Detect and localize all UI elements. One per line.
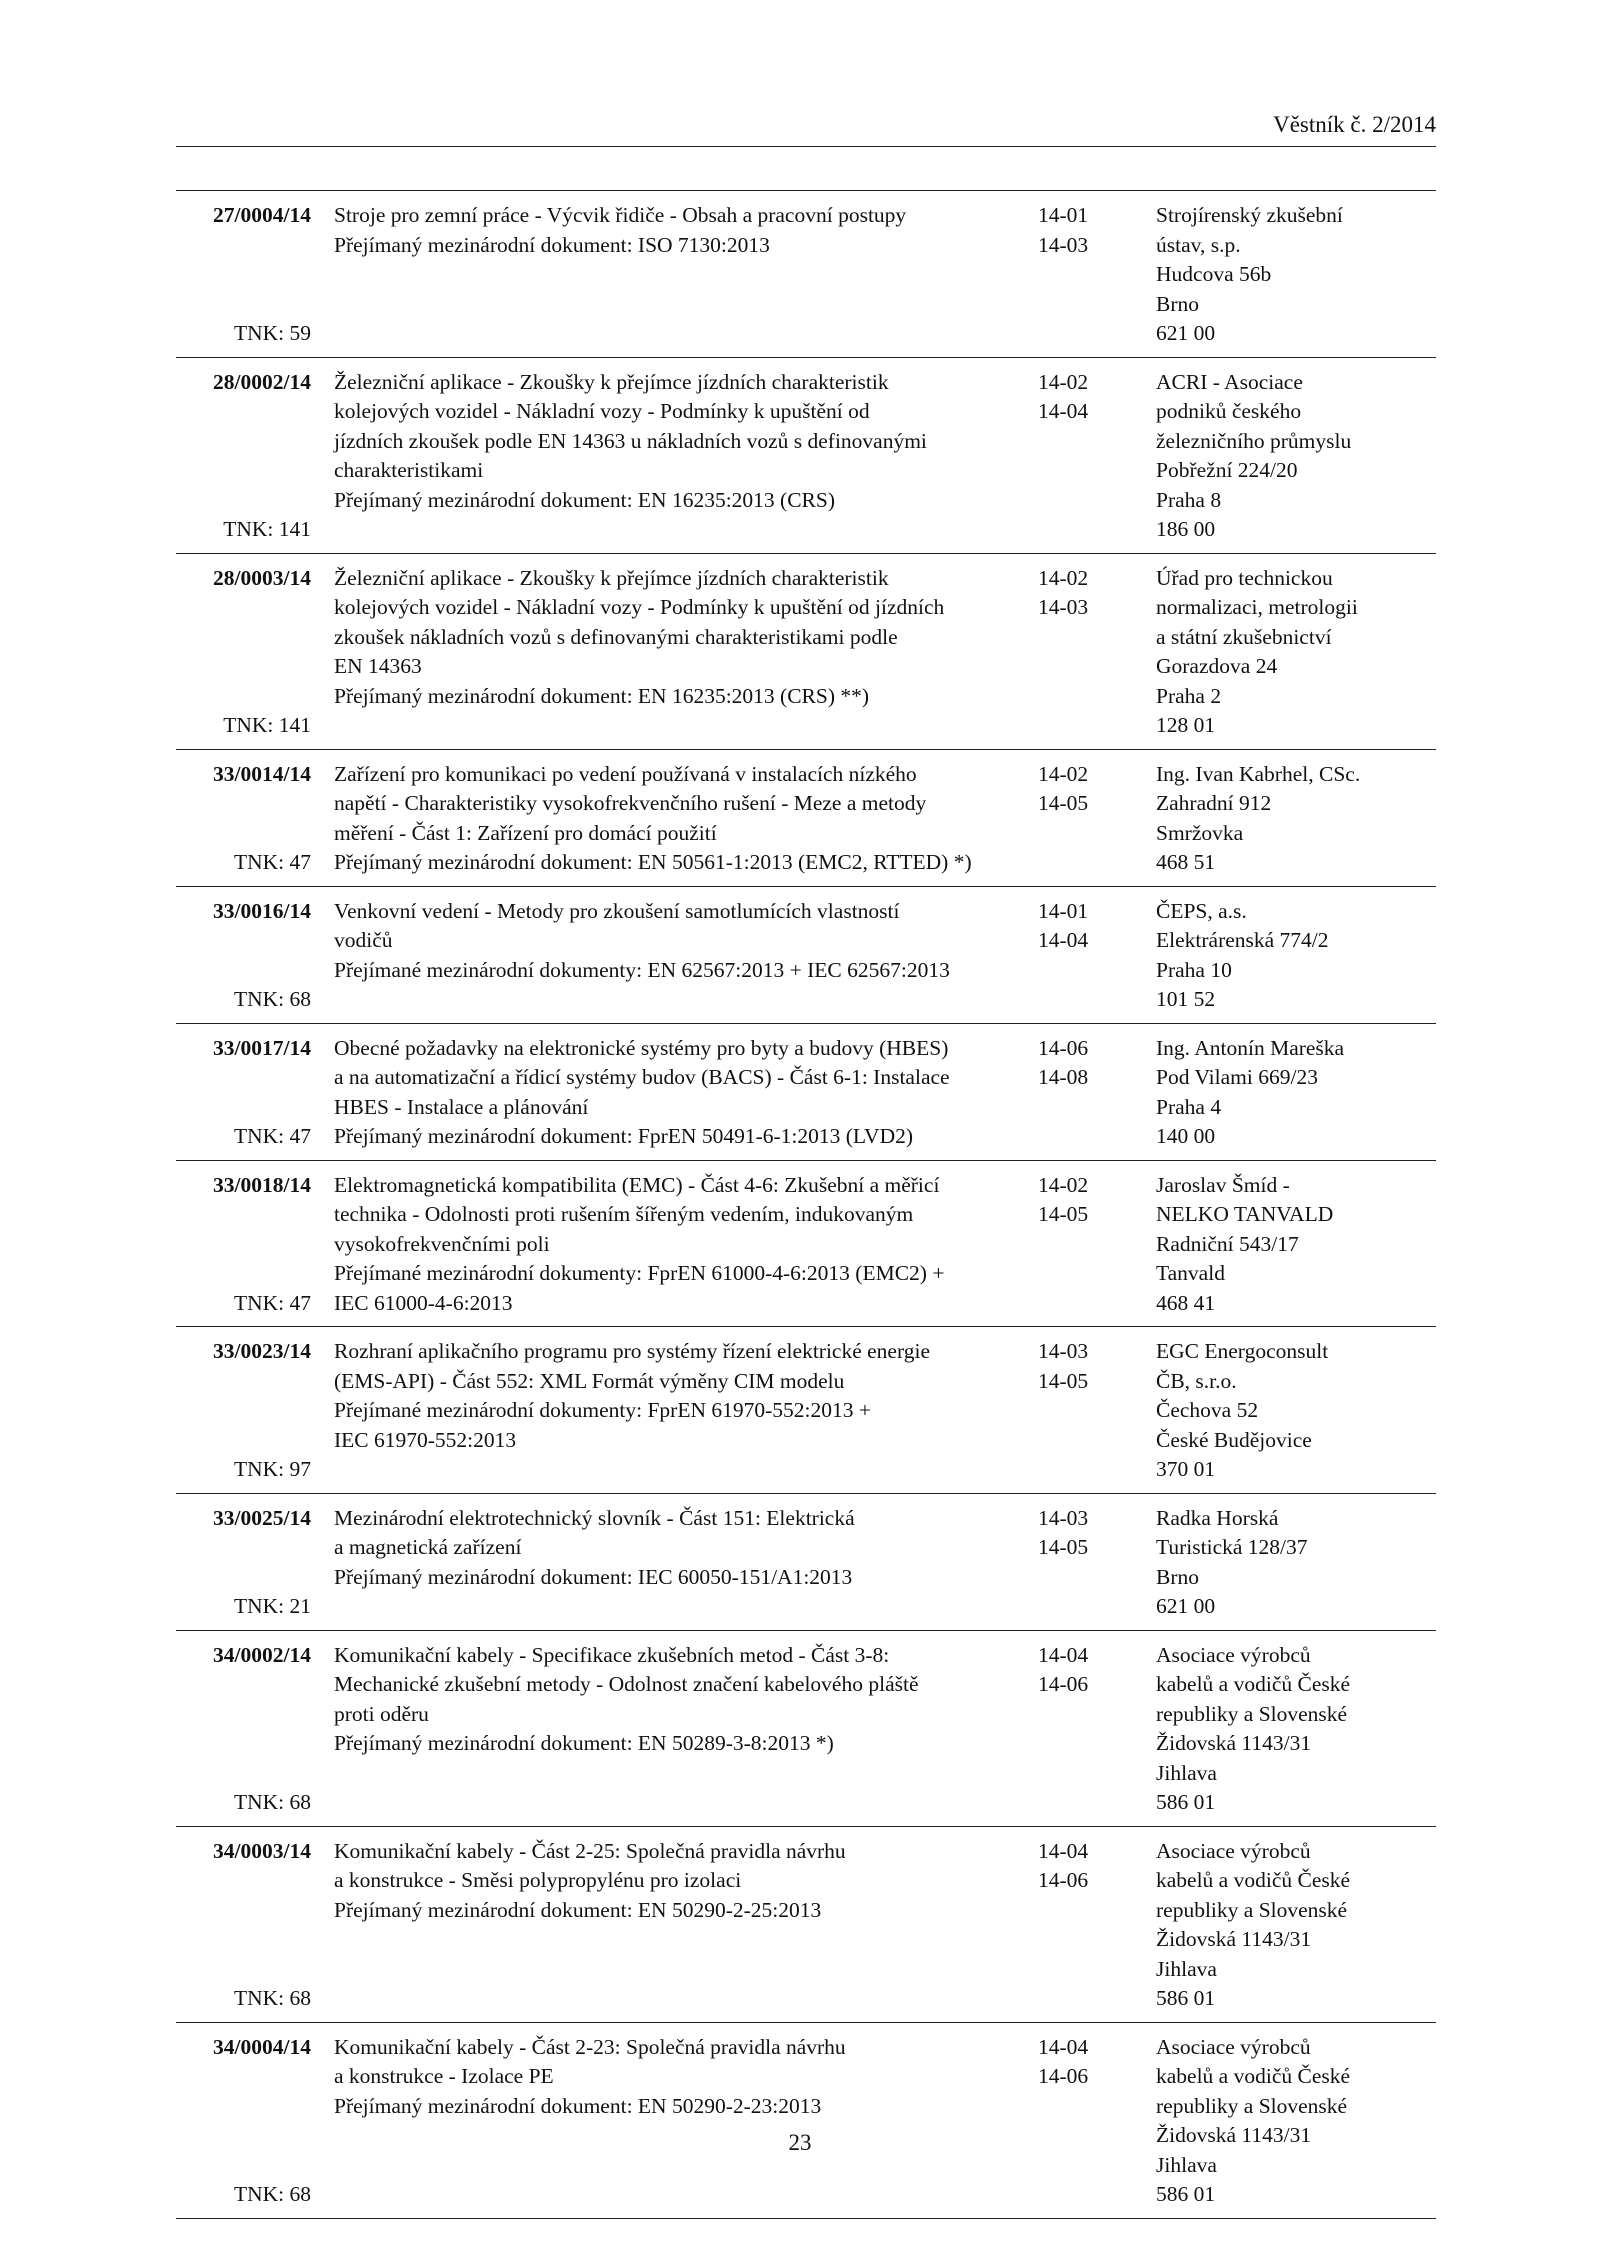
processor-line: kabelů a vodičů České: [1156, 1868, 1351, 1892]
processor-line: 468 41: [1156, 1290, 1216, 1315]
title-line: Zařízení pro komunikaci po vedení používaná v instalacích nízkého: [334, 761, 917, 786]
table-row: [176, 1631, 1436, 1827]
processor-cell: [1156, 2033, 1402, 2210]
processor-line: Praha 2: [1156, 683, 1222, 708]
processor-line: Turistická 128/37: [1156, 1535, 1308, 1559]
processor-line: Praha 4: [1156, 1094, 1222, 1119]
code-value: 14-02: [1038, 565, 1089, 590]
codes-cell: [1038, 760, 1132, 878]
processor-line: Gorazdova 24: [1156, 654, 1278, 678]
record-id-cell: [176, 201, 311, 349]
processor-cell: [1156, 1504, 1402, 1622]
code-value: 14-01: [1038, 203, 1089, 227]
processor-line: republiky a Slovenské: [1156, 1701, 1348, 1726]
processor-line: 586 01: [1156, 2182, 1216, 2206]
title-line: technika - Odolnosti proti rušením šířeným vedením, indukovaným: [334, 1202, 914, 1226]
title-line: vodičů: [334, 928, 393, 952]
processor-line: Ing. Ivan Kabrhel, CSc.: [1156, 761, 1361, 786]
processor-line: 186 00: [1156, 517, 1216, 541]
code-value: 14-01: [1038, 898, 1089, 923]
title-line: měření - Část 1: Zařízení pro domácí použití: [334, 820, 717, 845]
code-value: 14-08: [1038, 1065, 1089, 1089]
title-cell: [334, 1641, 1028, 1818]
title-cell: [334, 368, 1028, 545]
record-number: 34/0002/14: [213, 1642, 311, 1667]
processor-line: železničního průmyslu: [1156, 428, 1352, 453]
processor-cell: [1156, 760, 1402, 878]
table-row: [176, 1161, 1436, 1328]
title-line: jízdních zkoušek podle EN 14363 u nákladních vozů s definovanými: [334, 428, 927, 453]
processor-line: Asociace výrobců: [1156, 1642, 1311, 1667]
processor-line: Strojírenský zkušební: [1156, 203, 1343, 227]
processor-line: Tanvald: [1156, 1261, 1225, 1285]
title-line: Přejímané mezinárodní dokumenty: FprEN 61000-4-6:2013 (EMC2) +: [334, 1261, 945, 1285]
record-id-cell: [176, 1034, 311, 1152]
code-value: 14-06: [1038, 2064, 1089, 2088]
title-line: Přejímaný mezinárodní dokument: EN 50561-1:2013 (EMC2, RTTED) *): [334, 850, 972, 874]
processor-line: ACRI - Asociace: [1156, 369, 1303, 394]
title-line: Přejímané mezinárodní dokumenty: FprEN 61970-552:2013 +: [334, 1398, 871, 1422]
table-row: [176, 1024, 1436, 1161]
title-cell: [334, 1337, 1028, 1485]
processor-line: Jihlava: [1156, 1760, 1217, 1785]
title-line: Komunikační kabely - Specifikace zkušebních metod - Část 3-8:: [334, 1642, 890, 1667]
table-row: [176, 358, 1436, 554]
processor-line: ČB, s.r.o.: [1156, 1368, 1237, 1393]
processor-line: Jihlava: [1156, 1956, 1217, 1981]
record-number: 33/0014/14: [213, 761, 311, 786]
processor-line: Asociace výrobců: [1156, 2034, 1311, 2059]
record-id-cell: [176, 368, 311, 545]
title-cell: [334, 201, 1028, 349]
processor-line: Elektrárenská 774/2: [1156, 928, 1329, 952]
standards-table: [176, 190, 1436, 2219]
title-line: Přejímaný mezinárodní dokument: FprEN 50491-6-1:2013 (LVD2): [334, 1124, 914, 1148]
title-line: Přejímaný mezinárodní dokument: EN 50290-2-23:2013: [334, 2093, 822, 2118]
title-line: IEC 61000-4-6:2013: [334, 1290, 513, 1315]
processor-cell: [1156, 1337, 1402, 1485]
processor-cell: [1156, 1837, 1402, 2014]
record-id-cell: [176, 2033, 311, 2210]
tnk-label: TNK: 97: [233, 1457, 311, 1481]
processor-cell: [1156, 564, 1402, 741]
processor-line: normalizaci, metrologii: [1156, 595, 1358, 619]
processor-line: 101 52: [1156, 987, 1216, 1011]
codes-cell: [1038, 897, 1132, 1015]
title-line: Mechanické zkušební metody - Odolnost značení kabelového pláště: [334, 1672, 919, 1696]
processor-line: 586 01: [1156, 1790, 1216, 1814]
title-line: Přejímaný mezinárodní dokument: EN 50289-3-8:2013 *): [334, 1731, 834, 1755]
code-value: 14-05: [1038, 1368, 1089, 1393]
title-line: charakteristikami: [334, 458, 484, 482]
title-line: EN 14363: [334, 654, 422, 678]
code-value: 14-04: [1038, 928, 1089, 952]
processor-line: EGC Energoconsult: [1156, 1339, 1329, 1363]
processor-line: a státní zkušebnictví: [1156, 624, 1332, 649]
table-row: [176, 1327, 1436, 1494]
code-value: 14-04: [1038, 399, 1089, 423]
processor-line: 140 00: [1156, 1124, 1216, 1148]
record-id-cell: [176, 1504, 311, 1622]
record-number: 27/0004/14: [213, 203, 311, 227]
table-row: [176, 191, 1436, 358]
record-number: 34/0003/14: [213, 1838, 311, 1863]
processor-line: Zahradní 912: [1156, 791, 1272, 815]
processor-line: ústav, s.p.: [1156, 232, 1241, 257]
table-row: [176, 887, 1436, 1024]
processor-line: 621 00: [1156, 1594, 1216, 1618]
title-line: Komunikační kabely - Část 2-23: Společná pravidla návrhu: [334, 2034, 846, 2059]
table-row: [176, 750, 1436, 887]
title-line: Přejímané mezinárodní dokumenty: EN 62567:2013 + IEC 62567:2013: [334, 957, 950, 982]
processor-line: Smržovka: [1156, 820, 1244, 845]
codes-cell: [1038, 1171, 1132, 1319]
codes-cell: [1038, 1837, 1132, 2014]
title-line: proti oděru: [334, 1701, 429, 1726]
title-cell: [334, 2033, 1028, 2210]
title-line: napětí - Charakteristiky vysokofrekvenčního rušení - Meze a metody: [334, 791, 927, 815]
code-value: 14-06: [1038, 1868, 1089, 1892]
code-value: 14-02: [1038, 1172, 1089, 1197]
title-line: a magnetická zařízení: [334, 1535, 522, 1559]
record-id-cell: [176, 1641, 311, 1818]
title-line: vysokofrekvenčními poli: [334, 1231, 550, 1256]
processor-line: Čechova 52: [1156, 1398, 1259, 1422]
record-id-cell: [176, 1837, 311, 2014]
title-line: Přejímaný mezinárodní dokument: EN 16235:2013 (CRS) **): [334, 683, 870, 708]
record-number: 33/0025/14: [213, 1505, 311, 1530]
title-cell: [334, 1034, 1028, 1152]
title-line: (EMS-API) - Část 552: XML Formát výměny CIM modelu: [334, 1368, 845, 1393]
tnk-label: TNK: 68: [233, 1986, 311, 2010]
title-line: Elektromagnetická kompatibilita (EMC) - Část 4-6: Zkušební a měřicí: [334, 1172, 940, 1197]
processor-line: Pod Vilami 669/23: [1156, 1065, 1318, 1089]
tnk-label: TNK: 47: [233, 1124, 311, 1148]
codes-cell: [1038, 1504, 1132, 1622]
code-value: 14-05: [1038, 791, 1089, 815]
title-line: Přejímaný mezinárodní dokument: IEC 60050-151/A1:2013: [334, 1564, 853, 1589]
tnk-label: TNK: 68: [233, 987, 311, 1011]
tnk-label: TNK: 141: [223, 713, 311, 737]
codes-cell: [1038, 368, 1132, 545]
processor-line: Asociace výrobců: [1156, 1838, 1311, 1863]
tnk-label: TNK: 141: [223, 517, 311, 541]
processor-line: NELKO TANVALD: [1156, 1202, 1334, 1226]
table-row: [176, 2023, 1436, 2219]
title-line: a konstrukce - Směsi polypropylénu pro izolaci: [334, 1868, 742, 1892]
title-cell: [334, 1171, 1028, 1319]
codes-cell: [1038, 1641, 1132, 1818]
table-row: [176, 1494, 1436, 1631]
processor-line: Ing. Antonín Mareška: [1156, 1035, 1345, 1060]
processor-line: 468 51: [1156, 850, 1216, 874]
codes-cell: [1038, 201, 1132, 349]
processor-line: Jaroslav Šmíd -: [1156, 1172, 1290, 1197]
tnk-label: TNK: 68: [233, 1790, 311, 1814]
code-value: 14-04: [1038, 2034, 1089, 2059]
processor-line: 370 01: [1156, 1457, 1216, 1481]
processor-line: Praha 10: [1156, 957, 1232, 982]
processor-line: Radka Horská: [1156, 1505, 1279, 1530]
title-line: Mezinárodní elektrotechnický slovník - Část 151: Elektrická: [334, 1505, 855, 1530]
processor-cell: [1156, 1034, 1402, 1152]
title-line: kolejových vozidel - Nákladní vozy - Podmínky k upuštění od: [334, 399, 870, 423]
title-line: Komunikační kabely - Část 2-25: Společná pravidla návrhu: [334, 1838, 846, 1863]
processor-line: Pobřežní 224/20: [1156, 458, 1298, 482]
processor-line: republiky a Slovenské: [1156, 1897, 1348, 1922]
record-number: 33/0017/14: [213, 1035, 311, 1060]
title-cell: [334, 564, 1028, 741]
processor-cell: [1156, 1641, 1402, 1818]
code-value: 14-03: [1038, 595, 1089, 619]
codes-cell: [1038, 1034, 1132, 1152]
tnk-label: TNK: 68: [233, 2182, 311, 2206]
code-value: 14-02: [1038, 761, 1089, 786]
record-number: 28/0003/14: [213, 565, 311, 590]
processor-line: 586 01: [1156, 1986, 1216, 2010]
processor-line: kabelů a vodičů České: [1156, 1672, 1351, 1696]
code-value: 14-04: [1038, 1838, 1089, 1863]
title-line: Přejímaný mezinárodní dokument: EN 16235:2013 (CRS): [334, 487, 836, 512]
code-value: 14-04: [1038, 1642, 1089, 1667]
processor-cell: [1156, 201, 1402, 349]
processor-line: Úřad pro technickou: [1156, 565, 1333, 590]
journal-title: Věstník č. 2/2014: [1273, 112, 1436, 137]
title-line: Venkovní vedení - Metody pro zkoušení samotlumících vlastností: [334, 898, 900, 923]
processor-line: Brno: [1156, 291, 1199, 316]
processor-cell: [1156, 1171, 1402, 1319]
processor-line: 621 00: [1156, 321, 1216, 345]
table-row: [176, 1827, 1436, 2023]
code-value: 14-03: [1038, 1339, 1089, 1363]
title-line: Obecné požadavky na elektronické systémy pro byty a budovy (HBES): [334, 1035, 949, 1060]
processor-cell: [1156, 897, 1402, 1015]
record-id-cell: [176, 1171, 311, 1319]
title-cell: [334, 1504, 1028, 1622]
processor-line: Radniční 543/17: [1156, 1231, 1299, 1256]
tnk-label: TNK: 47: [233, 850, 311, 874]
title-line: kolejových vozidel - Nákladní vozy - Podmínky k upuštění od jízdních: [334, 595, 945, 619]
code-value: 14-02: [1038, 369, 1089, 394]
record-id-cell: [176, 1337, 311, 1485]
title-line: zkoušek nákladních vozů s definovanými charakteristikami podle: [334, 624, 898, 649]
record-number: 28/0002/14: [213, 369, 311, 394]
record-id-cell: [176, 564, 311, 741]
table-row: [176, 554, 1436, 750]
title-line: Stroje pro zemní práce - Výcvik řidiče - Obsah a pracovní postupy: [334, 203, 907, 227]
tnk-label: TNK: 59: [233, 321, 311, 345]
title-line: Přejímaný mezinárodní dokument: ISO 7130:2013: [334, 232, 770, 257]
record-number: 33/0016/14: [213, 898, 311, 923]
title-line: HBES - Instalace a plánování: [334, 1094, 589, 1119]
processor-line: Židovská 1143/31: [1156, 1731, 1312, 1755]
tnk-label: TNK: 47: [233, 1290, 311, 1315]
processor-line: Židovská 1143/31: [1156, 2123, 1312, 2147]
code-value: 14-06: [1038, 1672, 1089, 1696]
page-number: 23: [788, 2130, 812, 2155]
title-cell: [334, 1837, 1028, 2014]
record-id-cell: [176, 897, 311, 1015]
processor-line: Židovská 1143/31: [1156, 1927, 1312, 1951]
title-line: a konstrukce - Izolace PE: [334, 2064, 554, 2088]
record-number: 34/0004/14: [213, 2034, 311, 2059]
code-value: 14-06: [1038, 1035, 1089, 1060]
codes-cell: [1038, 2033, 1132, 2210]
code-value: 14-03: [1038, 232, 1089, 257]
tnk-label: TNK: 21: [233, 1594, 311, 1618]
processor-cell: [1156, 368, 1402, 545]
title-line: IEC 61970-552:2013: [334, 1427, 517, 1452]
title-cell: [334, 760, 1028, 878]
record-number: 33/0023/14: [213, 1339, 311, 1363]
title-line: Přejímaný mezinárodní dokument: EN 50290-2-25:2013: [334, 1897, 822, 1922]
processor-line: Brno: [1156, 1564, 1199, 1589]
processor-line: Hudcova 56b: [1156, 262, 1272, 286]
codes-cell: [1038, 1337, 1132, 1485]
codes-cell: [1038, 564, 1132, 741]
title-cell: [334, 897, 1028, 1015]
processor-line: kabelů a vodičů České: [1156, 2064, 1351, 2088]
processor-line: České Budějovice: [1156, 1427, 1312, 1452]
processor-line: Praha 8: [1156, 487, 1222, 512]
title-line: a na automatizační a řídicí systémy budov (BACS) - Část 6-1: Instalace: [334, 1065, 950, 1089]
title-line: Železniční aplikace - Zkoušky k přejímce jízdních charakteristik: [334, 565, 889, 590]
code-value: 14-03: [1038, 1505, 1089, 1530]
processor-line: ČEPS, a.s.: [1156, 898, 1247, 923]
title-line: Železniční aplikace - Zkoušky k přejímce jízdních charakteristik: [334, 369, 889, 394]
processor-line: republiky a Slovenské: [1156, 2093, 1348, 2118]
page-header: [176, 110, 1436, 147]
processor-line: 128 01: [1156, 713, 1216, 737]
code-value: 14-05: [1038, 1202, 1089, 1226]
processor-line: podniků českého: [1156, 399, 1302, 423]
title-line: Rozhraní aplikačního programu pro systémy řízení elektrické energie: [334, 1339, 931, 1363]
record-id-cell: [176, 760, 311, 878]
record-number: 33/0018/14: [213, 1172, 311, 1197]
code-value: 14-05: [1038, 1535, 1089, 1559]
processor-line: Jihlava: [1156, 2152, 1217, 2177]
